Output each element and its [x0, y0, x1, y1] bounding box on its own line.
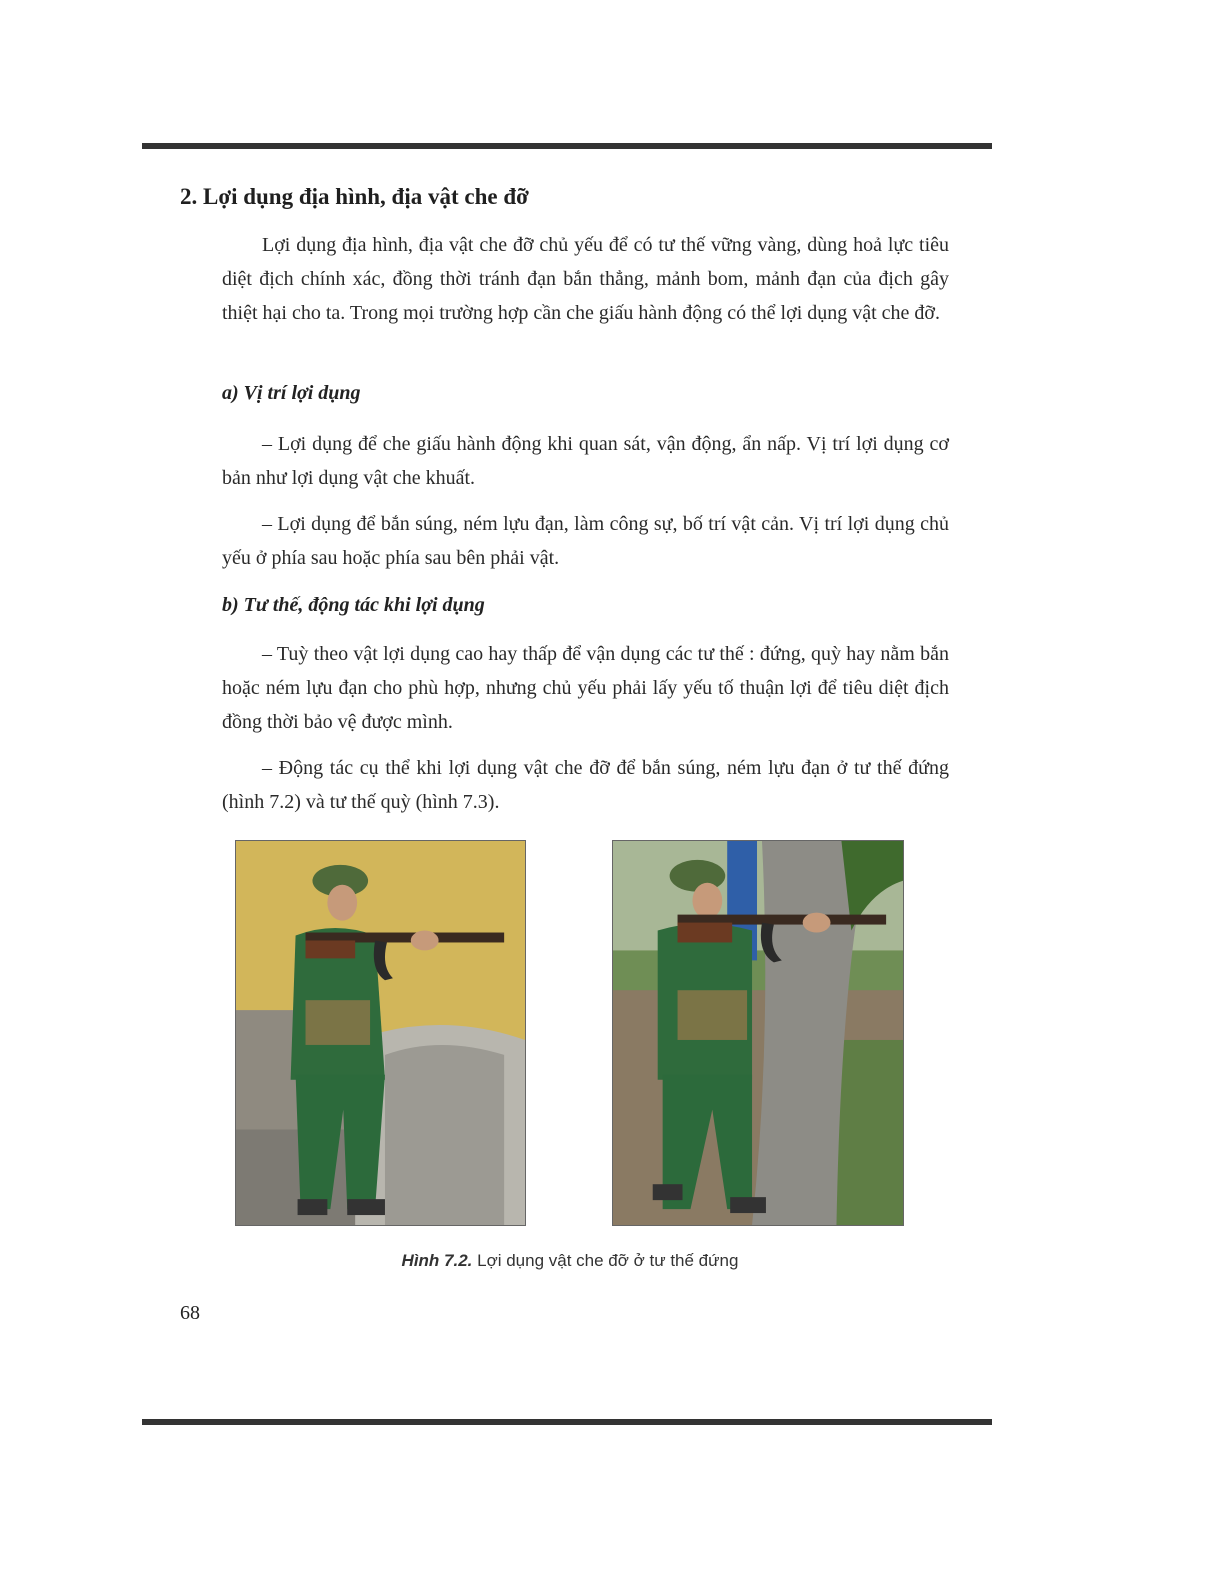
subsection-b-title: b) Tư thế, động tác khi lợi dụng — [222, 594, 485, 616]
subsection-b-item-1: – Tuỳ theo vật lợi dụng cao hay thấp để vận dụng các tư thế : đứng, quỳ hay nằm bắn hoặc ném lựu đạn cho phù hợp, nhưng chủ yếu phải lấy yếu tố thuận lợi để tiêu diệt địch đồng thời bảo vệ được mình. — [222, 643, 949, 733]
top-rule — [142, 143, 992, 149]
figure-caption-text: Lợi dụng vật che đỡ ở tư thế đứng — [472, 1251, 739, 1270]
bottom-rule — [142, 1419, 992, 1425]
figure-caption-number: Hình 7.2. — [401, 1251, 473, 1270]
subsection-a-item-2: – Lợi dụng để bắn súng, ném lựu đạn, làm công sự, bố trí vật cản. Vị trí lợi dụng chủ yếu ở phía sau hoặc phía sau bên phải vật. — [222, 513, 949, 569]
intro-paragraph: Lợi dụng địa hình, địa vật che đỡ chủ yếu để có tư thế vững vàng, dùng hoả lực tiêu diệt địch chính xác, đồng thời tránh đạn bắn thẳng, mảnh bom, mảnh đạn của địch gây thiệt hại cho ta. Trong mọi trường hợp cần che giấu hành động có thể lợi dụng vật che đỡ. — [222, 234, 949, 324]
subsection-b-item-2: – Động tác cụ thể khi lợi dụng vật che đỡ để bắn súng, ném lựu đạn ở tư thế đứng (hình 7.2) và tư thế quỳ (hình 7.3). — [222, 757, 949, 813]
subsection-a-item-1: – Lợi dụng để che giấu hành động khi quan sát, vận động, ẩn nấp. Vị trí lợi dụng cơ bản như lợi dụng vật che khuất. — [222, 433, 949, 489]
photo-tree-cover — [612, 840, 904, 1226]
section-title: 2. Lợi dụng địa hình, địa vật che đỡ — [180, 184, 529, 209]
photo-wall-cover — [235, 840, 526, 1226]
figure-caption — [0, 1251, 1140, 1271]
page-number: 68 — [180, 1302, 200, 1324]
subsection-a-title: a) Vị trí lợi dụng — [222, 382, 361, 404]
